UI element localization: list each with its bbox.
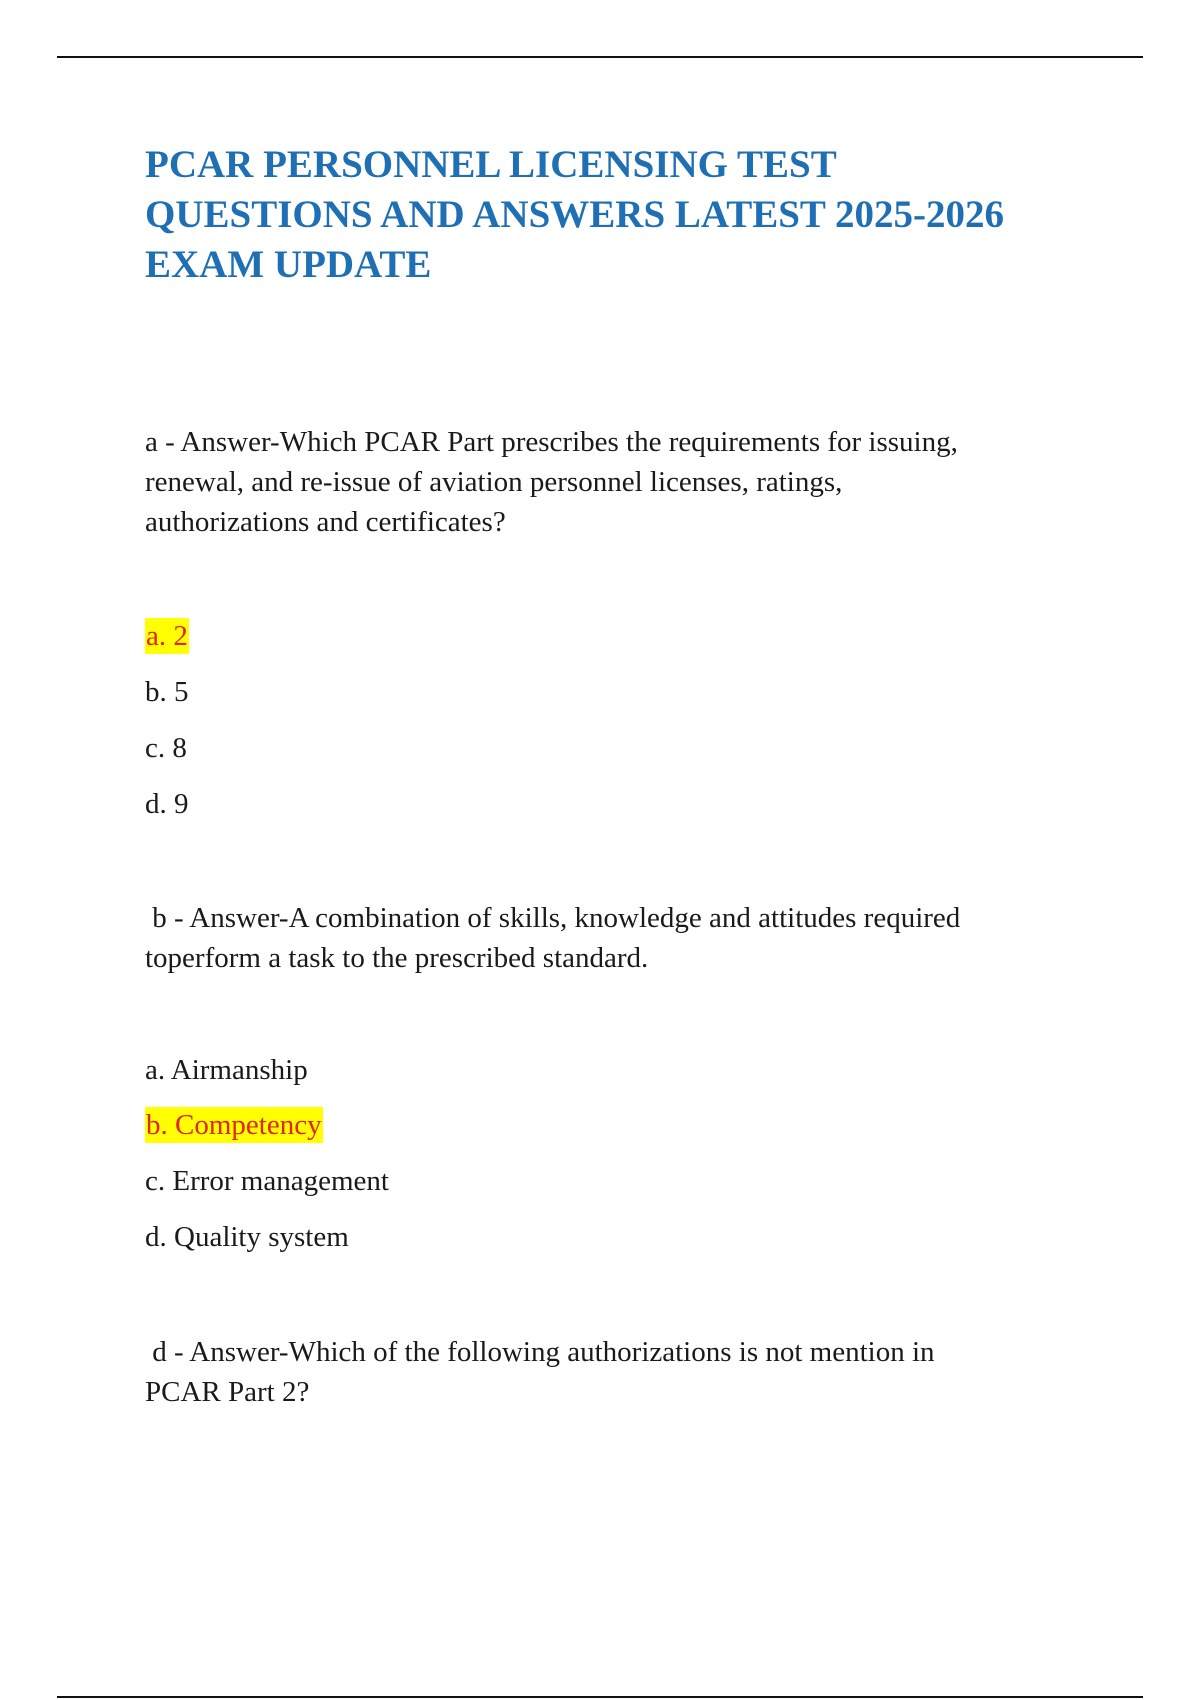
title-line: QUESTIONS AND ANSWERS LATEST 2025-2026 — [145, 193, 1004, 236]
document-title — [145, 140, 1085, 290]
title-line: PCAR PERSONNEL LICENSING TEST — [145, 143, 837, 186]
question-1-option-a-highlighted: a. 2 — [146, 620, 188, 652]
question-line: toperform a task to the prescribed standard. — [145, 942, 649, 974]
question-3-text — [145, 1332, 1105, 1412]
question-2-option-a: a. Airmanship — [145, 1054, 308, 1086]
question-2-option-b-highlighted: b. Competency — [146, 1109, 322, 1141]
question-line: d - Answer-Which of the following authorizations is not mention in — [145, 1336, 935, 1368]
title-line: EXAM UPDATE — [145, 243, 432, 286]
bottom-rule — [57, 1696, 1143, 1698]
question-1-text — [145, 422, 1105, 542]
question-1-option-b: b. 5 — [145, 676, 189, 708]
question-line: authorizations and certificates? — [145, 506, 506, 538]
top-rule — [57, 56, 1143, 58]
question-1-option-c: c. 8 — [145, 732, 187, 764]
question-1-option-d: d. 9 — [145, 788, 189, 820]
question-line: b - Answer-A combination of skills, knowledge and attitudes required — [145, 902, 961, 934]
question-2-option-d: d. Quality system — [145, 1221, 349, 1253]
question-line: renewal, and re-issue of aviation personnel licenses, ratings, — [145, 466, 843, 498]
question-line: PCAR Part 2? — [145, 1376, 310, 1408]
question-2-option-c: c. Error management — [145, 1165, 389, 1197]
question-line: a - Answer-Which PCAR Part prescribes the requirements for issuing, — [145, 426, 958, 458]
question-2-text — [145, 898, 1105, 978]
